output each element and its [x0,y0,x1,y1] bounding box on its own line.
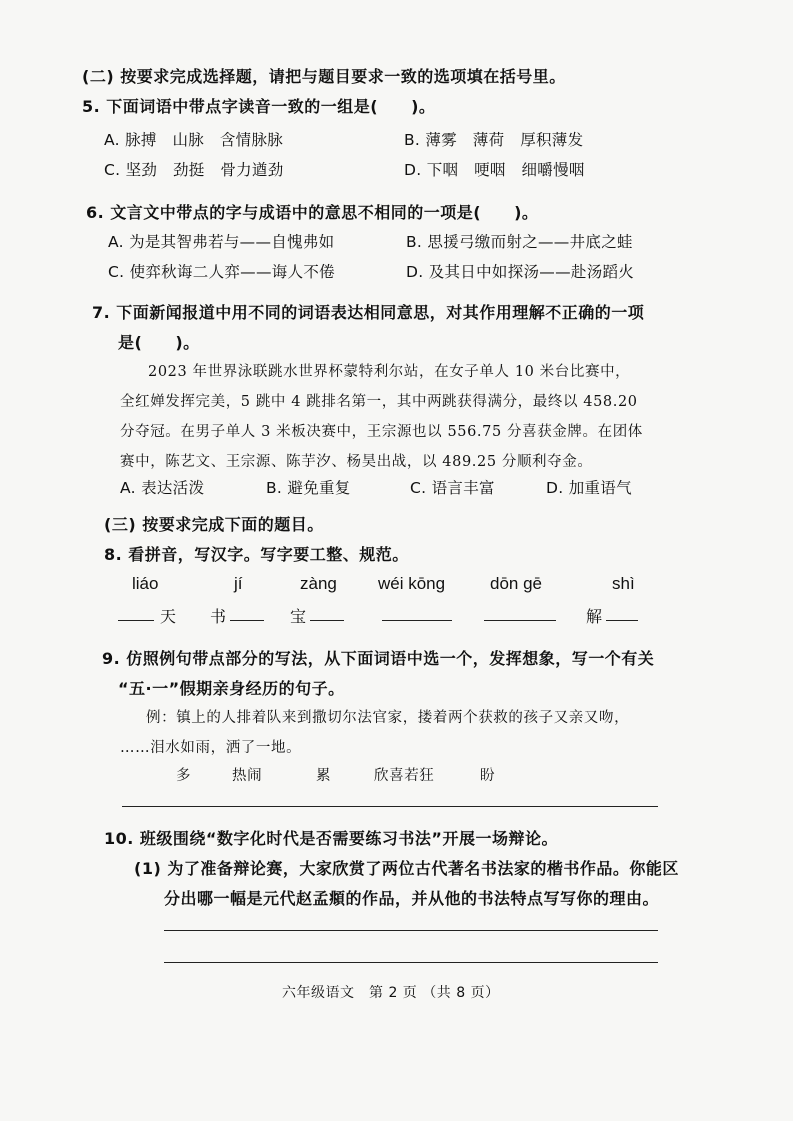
q6-option-c: C. 使弈秋诲二人弈——诲人不倦 [108,263,335,281]
q9-word-3: 累 [316,768,332,784]
q5-stem: 5. 下面词语中带点字读音一致的一组是( )。 [82,97,436,116]
q9-stem-line-1: 9. 仿照例句带点部分的写法，从下面词语中选一个，发挥想象，写一个有关 [102,649,655,668]
q7-passage-line-3: 分夺冠。在男子单人 3 米板决赛中，王宗源也以 556.75 分喜获金牌。在团体 [120,424,643,440]
q9-word-1: 多 [176,768,192,784]
q8-pinyin-4: wéi kōng [378,574,446,593]
q9-word-5: 盼 [480,768,496,784]
q7-option-b: B. 避免重复 [266,479,351,497]
q7-passage-line-1: 2023 年世界泳联跳水世界杯蒙特利尔站，在女子单人 10 米台比赛中， [148,364,631,380]
q9-stem-line-2: “五·一”假期亲身经历的句子。 [118,679,345,698]
q8-blank-5[interactable] [484,620,556,621]
q8-blank-1[interactable] [118,620,154,621]
q6-stem: 6. 文言文中带点的字与成语中的意思不相同的一项是( )。 [86,203,539,222]
q8-pinyin-1: liáo [132,574,159,593]
section-2-heading: (二) 按要求完成选择题，请把与题目要求一致的选项填在括号里。 [82,67,566,86]
q10-answer-line-2[interactable] [164,962,658,963]
q7-passage-line-2: 全红婵发挥完美，5 跳中 4 跳排名第一，其中两跳获得满分，最终以 458.20 [120,394,638,410]
q8-stem: 8. 看拼音，写汉字。写字要工整、规范。 [104,545,409,564]
q8-fill-1: 天 [160,607,177,626]
q8-fill-6: 解 [586,607,603,626]
q9-word-4: 欣喜若狂 [374,768,435,784]
q7-option-c: C. 语言丰富 [410,479,495,497]
q8-blank-3[interactable] [310,620,344,621]
page-footer: 六年级语文 第 2 页 （共 8 页） [282,985,500,1001]
q8-pinyin-2: jí [234,574,243,593]
q10-stem: 10. 班级围绕“数字化时代是否需要练习书法”开展一场辩论。 [104,829,558,848]
q7-option-d: D. 加重语气 [546,479,632,497]
q6-option-d: D. 及其日中如探汤——赴汤蹈火 [406,263,635,281]
q8-blank-2[interactable] [230,620,264,621]
q8-fill-2: 书 [210,607,227,626]
q5-option-b: B. 薄雾 薄荷 厚积薄发 [404,131,584,149]
q8-blank-6[interactable] [606,620,638,621]
q8-pinyin-5: dōn gē [490,574,542,593]
q10-answer-line-1[interactable] [164,930,658,931]
section-3-heading: (三) 按要求完成下面的题目。 [104,515,324,534]
q7-stem-line-1: 7. 下面新闻报道中用不同的词语表达相同意思，对其作用理解不正确的一项 [92,303,645,322]
q6-option-a: A. 为是其智弗若与——自愧弗如 [108,233,335,251]
q10-sub1-line-1: (1) 为了准备辩论赛，大家欣赏了两位古代著名书法家的楷书作品。你能区 [134,859,679,878]
q8-blank-4[interactable] [382,620,452,621]
q5-option-c: C. 坚劲 劲挺 骨力遒劲 [104,161,284,179]
q8-pinyin-6: shì [612,574,635,593]
q8-fill-3: 宝 [290,607,307,626]
q8-pinyin-3: zàng [300,574,337,593]
q9-example-line-1: 例：镇上的人排着队来到撒切尔法官家，搂着两个获救的孩子又亲又吻， [146,710,630,726]
q9-word-2: 热闹 [232,768,263,784]
q6-option-b: B. 思援弓缴而射之——井底之蛙 [406,233,633,251]
q7-stem-line-2: 是( )。 [118,333,200,352]
q5-option-a: A. 脉搏 山脉 含情脉脉 [104,131,284,149]
q5-option-d: D. 下咽 哽咽 细嚼慢咽 [404,161,585,179]
q9-example-line-2: ……泪水如雨，洒了一地。 [120,740,302,756]
q7-passage-line-4: 赛中，陈艺文、王宗源、陈芋汐、杨昊出战，以 489.25 分顺利夺金。 [120,454,593,470]
q9-answer-line[interactable] [122,806,658,807]
q10-sub1-line-2: 分出哪一幅是元代赵孟頫的作品，并从他的书法特点写写你的理由。 [164,889,660,908]
q7-option-a: A. 表达活泼 [120,479,205,497]
